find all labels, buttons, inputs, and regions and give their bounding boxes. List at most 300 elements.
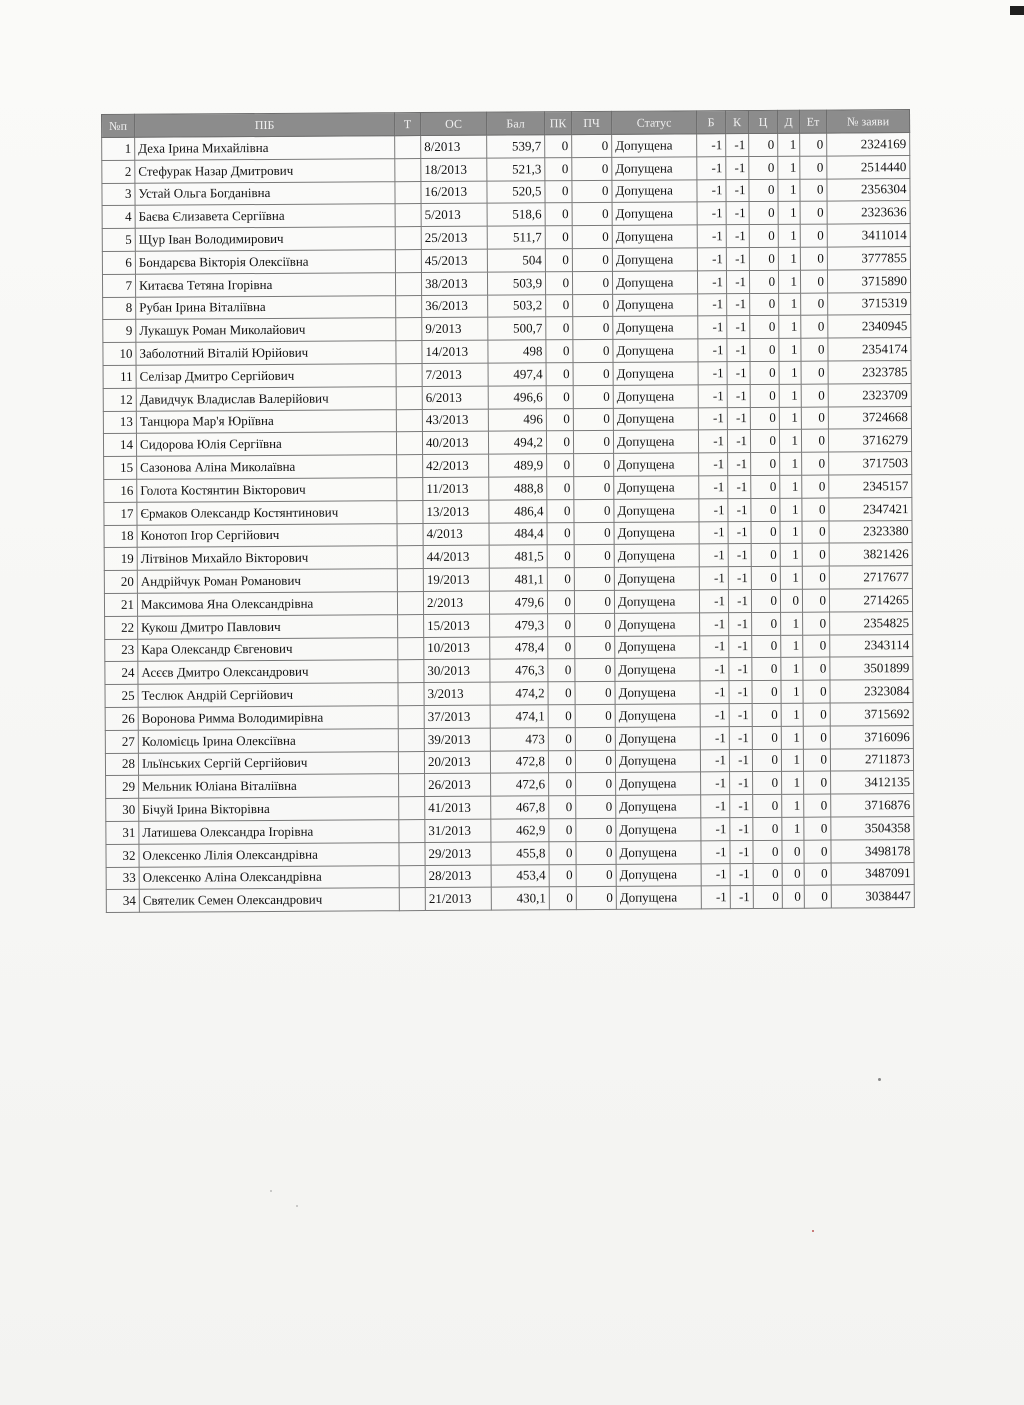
cell-col-score: 481,5 — [489, 545, 547, 568]
cell-col-et: 0 — [803, 657, 830, 680]
cell-col-application-number: 3411014 — [827, 224, 910, 247]
cell-col-ts: 0 — [752, 680, 781, 703]
cell-col-name: Кара Олександр Євгенович — [138, 637, 398, 661]
cell-col-t — [395, 204, 421, 227]
cell-col-score: 503,2 — [488, 294, 546, 317]
cell-col-application-number: 3715890 — [827, 269, 910, 292]
cell-col-pk: 0 — [548, 636, 575, 659]
cell-col-application-number: 2514440 — [827, 155, 910, 178]
cell-col-t — [398, 683, 424, 706]
cell-col-application-number: 3716279 — [828, 429, 911, 452]
cell-col-score: 474,1 — [490, 705, 548, 728]
cell-col-name: Танцюра Мар'я Юріївна — [136, 409, 396, 433]
cell-col-pch: 0 — [576, 841, 616, 864]
cell-col-et: 0 — [802, 498, 829, 521]
cell-col-os: 20/2013 — [424, 751, 490, 774]
cell-col-score: 484,4 — [489, 522, 547, 545]
cell-col-index: 19 — [104, 548, 137, 571]
cell-col-k: -1 — [730, 772, 753, 795]
cell-col-d: 1 — [778, 202, 800, 225]
cell-col-b: -1 — [700, 635, 729, 658]
cell-col-name: Теслюк Андрій Сергійович — [138, 683, 398, 707]
cell-col-pch: 0 — [574, 499, 614, 522]
cell-col-b: -1 — [697, 179, 726, 202]
cell-col-status: Допущена — [613, 293, 698, 316]
cell-col-ts: 0 — [750, 430, 779, 453]
cell-col-status: Допущена — [612, 157, 697, 180]
cell-col-application-number: 3038447 — [831, 885, 914, 908]
cell-col-ts: 0 — [751, 475, 780, 498]
cell-col-pch: 0 — [576, 887, 616, 910]
cell-col-pch: 0 — [573, 431, 613, 454]
cell-col-index: 11 — [103, 365, 136, 388]
cell-col-name: Воронова Римма Володимирівна — [138, 706, 398, 730]
cell-col-pch: 0 — [572, 203, 612, 226]
cell-col-pk: 0 — [547, 545, 574, 568]
cell-col-et: 0 — [802, 589, 829, 612]
cell-col-ts: 0 — [752, 658, 781, 681]
scan-speck — [878, 1078, 881, 1081]
cell-col-ts: 0 — [749, 225, 778, 248]
cell-col-name: Лукашук Роман Миколайович — [136, 318, 396, 342]
cell-col-et: 0 — [802, 475, 829, 498]
cell-col-ts: 0 — [749, 133, 778, 156]
cell-col-k: -1 — [729, 749, 752, 772]
cell-col-os: 4/2013 — [423, 523, 489, 546]
cell-col-status: Допущена — [613, 316, 698, 339]
header-col-application-number: № заяви — [826, 110, 909, 134]
cell-col-b: -1 — [698, 384, 727, 407]
cell-col-application-number: 2323785 — [828, 361, 911, 384]
cell-col-pk: 0 — [547, 454, 574, 477]
cell-col-et: 0 — [800, 133, 827, 156]
cell-col-status: Допущена — [613, 339, 698, 362]
cell-col-score: 473 — [490, 727, 548, 750]
cell-col-os: 30/2013 — [424, 659, 490, 682]
cell-col-os: 15/2013 — [424, 614, 490, 637]
cell-col-et: 0 — [801, 384, 828, 407]
cell-col-k: -1 — [729, 726, 752, 749]
cell-col-b: -1 — [698, 430, 727, 453]
cell-col-d: 1 — [780, 452, 802, 475]
cell-col-pch: 0 — [573, 385, 613, 408]
cell-col-et: 0 — [803, 726, 830, 749]
cell-col-k: -1 — [728, 567, 751, 590]
cell-col-pk: 0 — [548, 727, 575, 750]
cell-col-d: 1 — [779, 407, 801, 430]
header-col-name: ПІБ — [135, 113, 395, 138]
cell-col-status: Допущена — [615, 727, 700, 750]
cell-col-et: 0 — [802, 521, 829, 544]
cell-col-ts: 0 — [750, 316, 779, 339]
cell-col-d: 1 — [778, 179, 800, 202]
cell-col-os: 44/2013 — [423, 545, 489, 568]
cell-col-os: 9/2013 — [422, 318, 488, 341]
cell-col-pch: 0 — [575, 750, 615, 773]
cell-col-b: -1 — [700, 726, 729, 749]
cell-col-et: 0 — [804, 771, 831, 794]
cell-col-pch: 0 — [572, 248, 612, 271]
cell-col-et: 0 — [803, 635, 830, 658]
cell-col-pk: 0 — [547, 591, 574, 614]
cell-col-score: 500,7 — [488, 317, 546, 340]
cell-col-k: -1 — [726, 134, 749, 157]
cell-col-pch: 0 — [574, 522, 614, 545]
cell-col-pch: 0 — [576, 795, 616, 818]
cell-col-b: -1 — [699, 567, 728, 590]
cell-col-score: 453,4 — [491, 864, 549, 887]
cell-col-et: 0 — [800, 247, 827, 270]
cell-col-et: 0 — [801, 338, 828, 361]
cell-col-k: -1 — [730, 817, 753, 840]
cell-col-t — [397, 591, 423, 614]
cell-col-index: 12 — [103, 388, 136, 411]
cell-col-pch: 0 — [574, 476, 614, 499]
cell-col-b: -1 — [700, 749, 729, 772]
cell-col-b: -1 — [697, 134, 726, 157]
cell-col-ts: 0 — [751, 566, 780, 589]
cell-col-k: -1 — [726, 225, 749, 248]
cell-col-k: -1 — [726, 248, 749, 271]
cell-col-et: 0 — [803, 749, 830, 772]
cell-col-pk: 0 — [548, 659, 575, 682]
cell-col-ts: 0 — [752, 703, 781, 726]
cell-col-pch: 0 — [573, 294, 613, 317]
cell-col-t — [396, 409, 422, 432]
cell-col-status: Допущена — [616, 841, 701, 864]
cell-col-os: 31/2013 — [425, 819, 491, 842]
cell-col-k: -1 — [727, 384, 750, 407]
cell-col-pch: 0 — [576, 864, 616, 887]
cell-col-status: Допущена — [615, 749, 700, 772]
cell-col-d: 1 — [782, 794, 804, 817]
cell-col-application-number: 2711873 — [830, 748, 913, 771]
cell-col-score: 498 — [488, 340, 546, 363]
cell-col-pch: 0 — [574, 545, 614, 568]
cell-col-pk: 0 — [546, 431, 573, 454]
scan-speck — [270, 1190, 272, 1192]
cell-col-score: 520,5 — [487, 180, 545, 203]
cell-col-os: 7/2013 — [422, 363, 488, 386]
cell-col-index: 24 — [105, 662, 138, 685]
cell-col-score: 476,3 — [490, 659, 548, 682]
cell-col-index: 20 — [104, 570, 137, 593]
cell-col-t — [395, 136, 421, 159]
cell-col-ts: 0 — [751, 521, 780, 544]
cell-col-pch: 0 — [575, 636, 615, 659]
cell-col-name: Кукош Дмитро Павлович — [138, 614, 398, 638]
cell-col-status: Допущена — [613, 430, 698, 453]
cell-col-status: Допущена — [612, 248, 697, 271]
cell-col-os: 39/2013 — [424, 728, 490, 751]
cell-col-k: -1 — [728, 589, 751, 612]
cell-col-et: 0 — [803, 703, 830, 726]
results-table — [101, 109, 915, 913]
cell-col-status: Допущена — [616, 772, 701, 795]
cell-col-name: Щур Іван Володимирович — [135, 227, 395, 251]
cell-col-et: 0 — [804, 817, 831, 840]
cell-col-pk: 0 — [549, 773, 576, 796]
cell-col-pk: 0 — [546, 294, 573, 317]
cell-col-pk: 0 — [545, 180, 572, 203]
cell-col-b: -1 — [697, 225, 726, 248]
cell-col-t — [395, 181, 421, 204]
cell-col-et: 0 — [802, 543, 829, 566]
cell-col-index: 5 — [102, 228, 135, 251]
cell-col-pk: 0 — [549, 887, 576, 910]
cell-col-d: 0 — [782, 863, 804, 886]
cell-col-d: 1 — [781, 680, 803, 703]
cell-col-ts: 0 — [753, 794, 782, 817]
cell-col-application-number: 2343114 — [830, 634, 913, 657]
cell-col-name: Асєєв Дмитро Олександрович — [138, 660, 398, 684]
cell-col-os: 26/2013 — [425, 773, 491, 796]
cell-col-k: -1 — [727, 339, 750, 362]
cell-col-b: -1 — [699, 544, 728, 567]
cell-col-pch: 0 — [573, 317, 613, 340]
cell-col-application-number: 3715692 — [830, 702, 913, 725]
cell-col-pk: 0 — [549, 841, 576, 864]
cell-col-index: 13 — [103, 411, 136, 434]
cell-col-k: -1 — [729, 681, 752, 704]
cell-col-t — [396, 295, 422, 318]
cell-col-k: -1 — [727, 316, 750, 339]
cell-col-score: 518,6 — [487, 203, 545, 226]
cell-col-pk: 0 — [549, 819, 576, 842]
cell-col-name: Баєва Єлизавета Сергіївна — [135, 204, 395, 228]
cell-col-os: 8/2013 — [421, 135, 487, 158]
cell-col-ts: 0 — [750, 407, 779, 430]
cell-col-pch: 0 — [573, 408, 613, 431]
cell-col-application-number: 3716876 — [831, 794, 914, 817]
cell-col-pch: 0 — [576, 773, 616, 796]
cell-col-t — [398, 705, 424, 728]
cell-col-t — [395, 227, 421, 250]
cell-col-os: 36/2013 — [422, 295, 488, 318]
cell-col-pch: 0 — [573, 340, 613, 363]
cell-col-ts: 0 — [751, 589, 780, 612]
cell-col-index: 28 — [105, 753, 138, 776]
cell-col-name: Голота Костянтин Вікторович — [137, 478, 397, 502]
header-col-ts: Ц — [748, 110, 777, 133]
cell-col-name: Коломієць Ірина Олексіївна — [138, 728, 398, 752]
cell-col-os: 18/2013 — [421, 158, 487, 181]
cell-col-index: 34 — [106, 890, 139, 913]
cell-col-ts: 0 — [752, 635, 781, 658]
table-row — [106, 885, 914, 913]
cell-col-pch: 0 — [575, 659, 615, 682]
cell-col-name: Селізар Дмитро Сергійович — [136, 364, 396, 388]
cell-col-os: 45/2013 — [421, 249, 487, 272]
cell-col-t — [398, 751, 424, 774]
cell-col-d: 1 — [778, 156, 800, 179]
cell-col-os: 42/2013 — [423, 454, 489, 477]
cell-col-os: 5/2013 — [421, 204, 487, 227]
cell-col-d: 1 — [778, 247, 800, 270]
cell-col-os: 10/2013 — [424, 637, 490, 660]
cell-col-name: Бічуй Ірина Вікторівна — [139, 797, 399, 821]
cell-col-ts: 0 — [752, 749, 781, 772]
cell-col-k: -1 — [729, 703, 752, 726]
cell-col-pk: 0 — [545, 203, 572, 226]
cell-col-d: 1 — [780, 498, 802, 521]
cell-col-t — [398, 728, 424, 751]
cell-col-et: 0 — [802, 452, 829, 475]
cell-col-score: 472,8 — [490, 750, 548, 773]
cell-col-ts: 0 — [753, 817, 782, 840]
cell-col-index: 3 — [102, 183, 135, 206]
cell-col-d: 1 — [779, 293, 801, 316]
cell-col-d: 1 — [778, 270, 800, 293]
cell-col-index: 16 — [104, 479, 137, 502]
cell-col-et: 0 — [803, 680, 830, 703]
cell-col-ts: 0 — [749, 156, 778, 179]
cell-col-d: 1 — [781, 635, 803, 658]
cell-col-application-number: 2345157 — [829, 475, 912, 498]
cell-col-pch: 0 — [576, 818, 616, 841]
cell-col-pch: 0 — [575, 704, 615, 727]
cell-col-d: 0 — [782, 840, 804, 863]
cell-col-status: Допущена — [614, 499, 699, 522]
cell-col-status: Допущена — [612, 179, 697, 202]
cell-col-index: 15 — [104, 456, 137, 479]
cell-col-b: -1 — [698, 339, 727, 362]
cell-col-index: 1 — [102, 137, 135, 160]
cell-col-k: -1 — [729, 635, 752, 658]
cell-col-status: Допущена — [616, 886, 701, 909]
cell-col-et: 0 — [803, 612, 830, 635]
cell-col-ts: 0 — [752, 612, 781, 635]
cell-col-application-number: 2340945 — [828, 315, 911, 338]
cell-col-os: 28/2013 — [425, 865, 491, 888]
cell-col-d: 1 — [781, 612, 803, 635]
cell-col-application-number: 2323709 — [828, 383, 911, 406]
cell-col-t — [397, 477, 423, 500]
cell-col-name: Ільїнських Сергій Сергійович — [138, 751, 398, 775]
scan-speck — [812, 1230, 814, 1232]
cell-col-status: Допущена — [615, 635, 700, 658]
cell-col-name: Давидчук Владислав Валерійович — [136, 386, 396, 410]
cell-col-pk: 0 — [545, 271, 572, 294]
scan-speck — [296, 1205, 298, 1207]
cell-col-t — [399, 797, 425, 820]
cell-col-b: -1 — [699, 521, 728, 544]
cell-col-name: Заболотний Віталій Юрійович — [136, 341, 396, 365]
cell-col-b: -1 — [701, 863, 730, 886]
cell-col-t — [399, 819, 425, 842]
cell-col-status: Допущена — [614, 521, 699, 544]
cell-col-k: -1 — [728, 475, 751, 498]
cell-col-ts: 0 — [750, 361, 779, 384]
cell-col-os: 21/2013 — [425, 887, 491, 910]
cell-col-b: -1 — [701, 772, 730, 795]
cell-col-pk: 0 — [549, 864, 576, 887]
cell-col-os: 14/2013 — [422, 340, 488, 363]
cell-col-b: -1 — [698, 362, 727, 385]
cell-col-os: 37/2013 — [424, 705, 490, 728]
cell-col-d: 1 — [779, 361, 801, 384]
cell-col-d: 0 — [782, 886, 804, 909]
cell-col-application-number: 2323380 — [829, 520, 912, 543]
cell-col-ts: 0 — [750, 293, 779, 316]
cell-col-status: Допущена — [615, 681, 700, 704]
cell-col-pk: 0 — [548, 682, 575, 705]
cell-col-k: -1 — [730, 863, 753, 886]
cell-col-os: 40/2013 — [422, 431, 488, 454]
cell-col-d: 1 — [780, 566, 802, 589]
cell-col-ts: 0 — [751, 453, 780, 476]
cell-col-status: Допущена — [614, 476, 699, 499]
cell-col-pch: 0 — [574, 568, 614, 591]
cell-col-t — [395, 158, 421, 181]
cell-col-index: 32 — [106, 844, 139, 867]
cell-col-k: -1 — [727, 430, 750, 453]
cell-col-d: 1 — [778, 133, 800, 156]
cell-col-status: Допущена — [616, 795, 701, 818]
cell-col-score: 472,6 — [491, 773, 549, 796]
cell-col-t — [396, 318, 422, 341]
table-body — [102, 133, 915, 913]
cell-col-score: 467,8 — [491, 796, 549, 819]
cell-col-index: 23 — [105, 639, 138, 662]
cell-col-application-number: 2323084 — [830, 680, 913, 703]
cell-col-os: 6/2013 — [422, 386, 488, 409]
cell-col-name: Сазонова Аліна Миколаївна — [137, 455, 397, 479]
cell-col-index: 2 — [102, 160, 135, 183]
cell-col-index: 9 — [103, 320, 136, 343]
cell-col-k: -1 — [729, 612, 752, 635]
cell-col-t — [399, 774, 425, 797]
cell-col-k: -1 — [727, 293, 750, 316]
cell-col-ts: 0 — [753, 840, 782, 863]
cell-col-status: Допущена — [614, 590, 699, 613]
cell-col-score: 455,8 — [491, 841, 549, 864]
cell-col-name: Устай Ольга Богданівна — [135, 181, 395, 205]
cell-col-index: 8 — [103, 297, 136, 320]
cell-col-name: Максимова Яна Олександрівна — [137, 592, 397, 616]
cell-col-k: -1 — [726, 270, 749, 293]
cell-col-d: 1 — [781, 703, 803, 726]
cell-col-ts: 0 — [751, 498, 780, 521]
cell-col-pk: 0 — [548, 705, 575, 728]
cell-col-d: 1 — [779, 384, 801, 407]
cell-col-pk: 0 — [547, 477, 574, 500]
cell-col-index: 6 — [102, 251, 135, 274]
cell-col-b: -1 — [698, 293, 727, 316]
cell-col-et: 0 — [804, 840, 831, 863]
cell-col-name: Святелик Семен Олександрович — [139, 888, 399, 912]
cell-col-d: 1 — [781, 658, 803, 681]
cell-col-status: Допущена — [615, 704, 700, 727]
cell-col-et: 0 — [802, 566, 829, 589]
cell-col-application-number: 2717677 — [829, 566, 912, 589]
cell-col-t — [398, 637, 424, 660]
cell-col-k: -1 — [728, 498, 751, 521]
cell-col-score: 511,7 — [487, 226, 545, 249]
cell-col-pk: 0 — [545, 157, 572, 180]
cell-col-status: Допущена — [614, 453, 699, 476]
cell-col-pk: 0 — [548, 750, 575, 773]
cell-col-pk: 0 — [545, 249, 572, 272]
header-col-d: Д — [777, 110, 799, 133]
cell-col-t — [398, 614, 424, 637]
cell-col-index: 14 — [103, 434, 136, 457]
cell-col-d: 1 — [779, 316, 801, 339]
cell-col-pch: 0 — [572, 271, 612, 294]
cell-col-score: 539,7 — [487, 135, 545, 158]
cell-col-score: 474,2 — [490, 682, 548, 705]
cell-col-pk: 0 — [547, 499, 574, 522]
